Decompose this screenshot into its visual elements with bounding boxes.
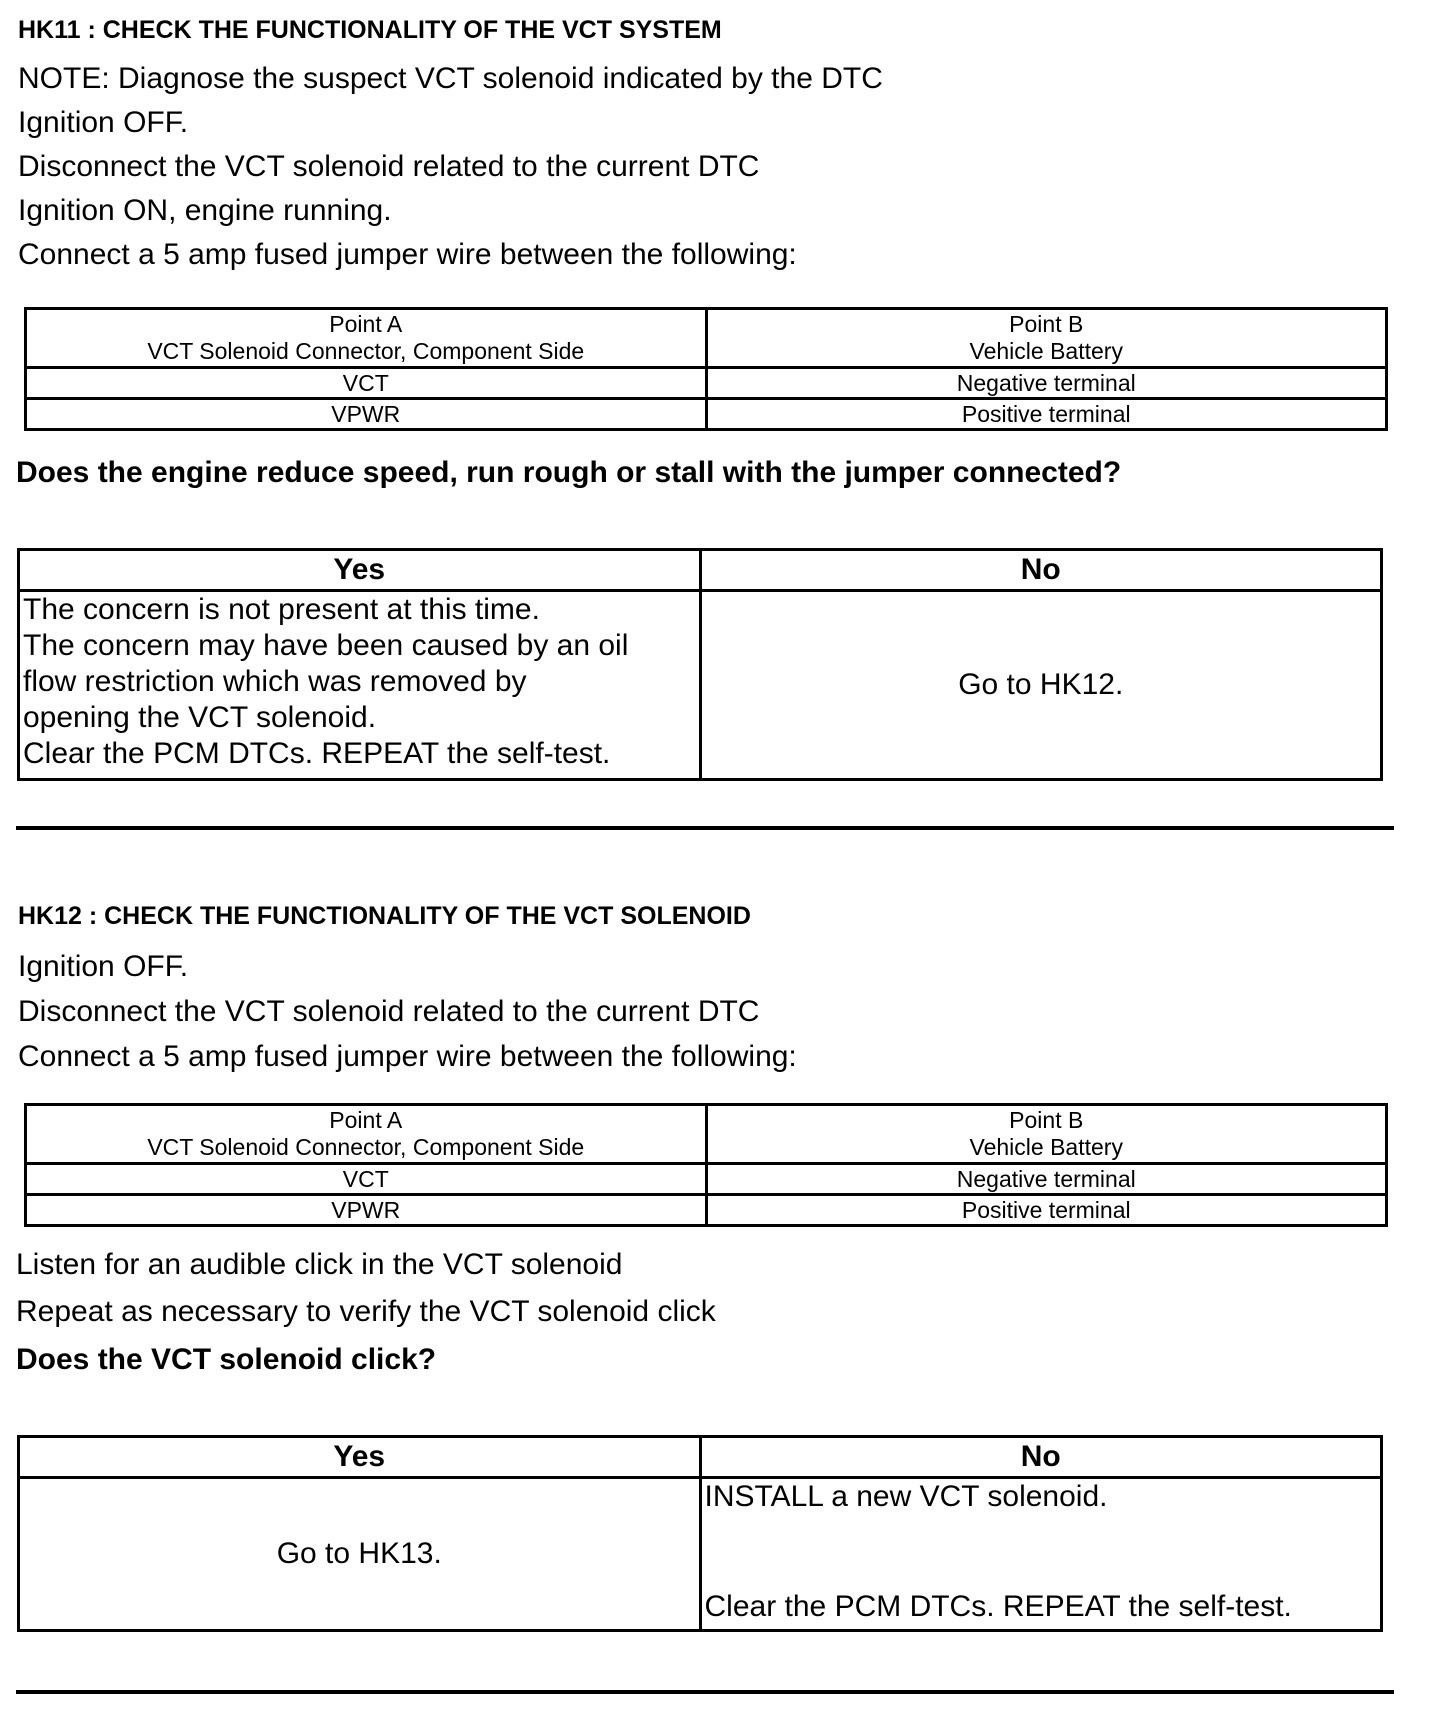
point-b-cell: Positive terminal	[706, 1195, 1387, 1226]
yes-line: The concern may have been caused by an oil	[23, 629, 629, 662]
no-header: No	[700, 1437, 1382, 1478]
table-row	[26, 1195, 1387, 1226]
yes-line: The concern is not present at this time.	[23, 593, 540, 626]
hk11-step-connect-jumper: Connect a 5 amp fused jumper wire between the following:	[18, 238, 797, 271]
hk11-heading: HK11 : CHECK THE FUNCTIONALITY OF THE VCT SYSTEM	[18, 16, 722, 44]
point-b-title: Point B	[1009, 311, 1084, 337]
point-a-title: Point A	[329, 1107, 403, 1133]
point-b-subtitle: Vehicle Battery	[969, 338, 1123, 364]
point-b-title: Point B	[1009, 1107, 1084, 1133]
hk11-step-disconnect: Disconnect the VCT solenoid related to the current DTC	[18, 150, 760, 183]
point-b-header	[706, 309, 1387, 368]
answer-row	[19, 591, 1382, 780]
hk11-step-note: NOTE: Diagnose the suspect VCT solenoid indicated by the DTC	[18, 62, 883, 95]
point-b-cell: Positive terminal	[706, 399, 1387, 430]
hk12-step-connect-jumper: Connect a 5 amp fused jumper wire between the following:	[18, 1040, 797, 1073]
point-b-subtitle: Vehicle Battery	[969, 1134, 1123, 1160]
section-divider	[16, 1690, 1394, 1694]
no-line-clear: Clear the PCM DTCs. REPEAT the self-test.	[704, 1590, 1292, 1623]
point-b-header	[706, 1105, 1387, 1164]
no-line-install: INSTALL a new VCT solenoid.	[704, 1480, 1108, 1513]
hk12-question: Does the VCT solenoid click?	[16, 1343, 437, 1376]
section-divider	[16, 826, 1394, 830]
table-header-row	[26, 1105, 1387, 1164]
table-row	[26, 399, 1387, 430]
hk11-connection-table	[24, 307, 1388, 431]
yes-line: opening the VCT solenoid.	[23, 701, 377, 734]
hk12-step-repeat: Repeat as necessary to verify the VCT solenoid click	[16, 1295, 716, 1328]
table-row	[26, 1164, 1387, 1195]
table-row	[26, 368, 1387, 399]
answer-header-row	[19, 550, 1382, 591]
yes-cell	[19, 591, 701, 780]
hk11-answer-table	[17, 548, 1383, 781]
point-a-cell: VCT	[26, 368, 707, 399]
hk11-step-ignition-on: Ignition ON, engine running.	[18, 194, 392, 227]
hk12-answer-table	[17, 1435, 1383, 1632]
yes-header: Yes	[19, 1437, 701, 1478]
no-header: No	[700, 550, 1382, 591]
no-cell	[700, 1478, 1382, 1631]
hk12-step-ignition-off: Ignition OFF.	[18, 950, 189, 983]
yes-header: Yes	[19, 550, 701, 591]
point-a-title: Point A	[329, 311, 403, 337]
point-b-cell: Negative terminal	[706, 1164, 1387, 1195]
point-a-header	[26, 1105, 707, 1164]
no-cell: Go to HK12.	[700, 591, 1382, 780]
hk11-step-ignition-off: Ignition OFF.	[18, 106, 189, 139]
point-a-header	[26, 309, 707, 368]
yes-cell: Go to HK13.	[19, 1478, 701, 1631]
answer-header-row	[19, 1437, 1382, 1478]
yes-line: Clear the PCM DTCs. REPEAT the self-test.	[23, 737, 611, 770]
hk12-heading: HK12 : CHECK THE FUNCTIONALITY OF THE VCT SOLENOID	[18, 902, 751, 930]
point-a-subtitle: VCT Solenoid Connector, Component Side	[147, 1134, 585, 1160]
hk11-question: Does the engine reduce speed, run rough or stall with the jumper connected?	[16, 456, 1122, 489]
point-a-cell: VPWR	[26, 1195, 707, 1226]
point-a-cell: VCT	[26, 1164, 707, 1195]
point-a-cell: VPWR	[26, 399, 707, 430]
hk12-step-listen: Listen for an audible click in the VCT solenoid	[16, 1248, 623, 1281]
hk12-connection-table	[24, 1103, 1388, 1227]
point-a-subtitle: VCT Solenoid Connector, Component Side	[147, 338, 585, 364]
table-header-row	[26, 309, 1387, 368]
answer-row	[19, 1478, 1382, 1631]
hk12-step-disconnect: Disconnect the VCT solenoid related to the current DTC	[18, 995, 760, 1028]
point-b-cell: Negative terminal	[706, 368, 1387, 399]
yes-line: flow restriction which was removed by	[23, 665, 527, 698]
